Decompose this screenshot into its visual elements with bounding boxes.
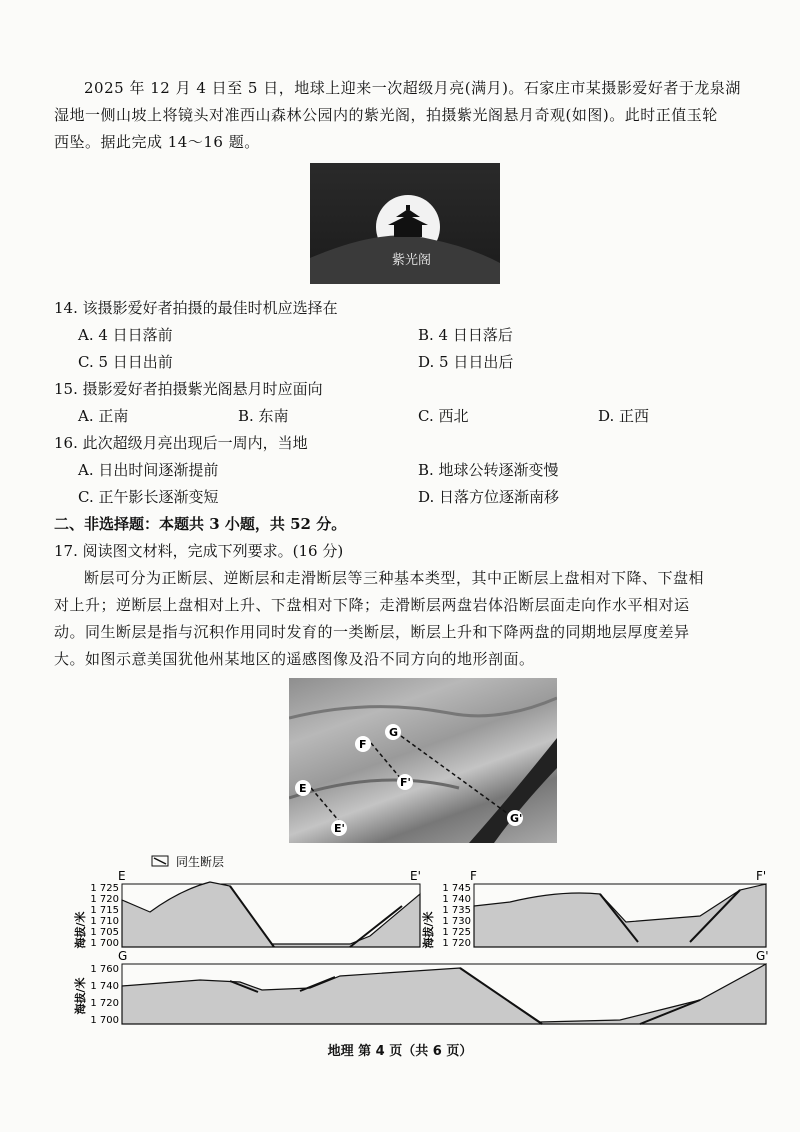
intro-line-1: 2025 年 12 月 4 日至 5 日，地球上迎来一次超级月亮(满月)。石家庄市某摄影爱好者于龙泉湖 bbox=[84, 79, 741, 97]
profile-g-end: G' bbox=[756, 949, 769, 963]
q17-para-3: 动。同生断层是指与沉积作用同时发育的一类断层，断层上升和下降两盘的同期地层厚度差异 bbox=[54, 623, 690, 641]
q16-option-d[interactable]: D. 日落方位逐渐南移 bbox=[418, 488, 560, 506]
sat-label-e-prime: E' bbox=[334, 822, 345, 835]
intro-line-2: 湿地一侧山坡上将镜头对准西山森林公园内的紫光阁，拍摄紫光阁悬月奇观(如图)。此时正值玉轮 bbox=[54, 106, 718, 124]
q15-stem: 15. 摄影爱好者拍摄紫光阁悬月时应面向 bbox=[54, 380, 323, 398]
profile-g bbox=[73, 949, 769, 1026]
sat-label-f-prime: F' bbox=[400, 776, 411, 789]
terrain-streak bbox=[289, 698, 557, 718]
profile-e-end: E' bbox=[410, 869, 421, 883]
fault-symbol-icon bbox=[154, 858, 166, 864]
profile-e-tick: 1 700 bbox=[90, 938, 119, 949]
page-footer: 地理 第 4 页（共 6 页） bbox=[327, 1044, 473, 1059]
intro-line-3: 西坠。据此完成 14～16 题。 bbox=[54, 133, 260, 151]
profile-f-tick: 1 745 bbox=[442, 883, 471, 894]
profile-f-start: F bbox=[470, 869, 477, 883]
q16-option-a[interactable]: A. 日出时间逐渐提前 bbox=[78, 461, 219, 479]
profile-f-tick: 1 725 bbox=[442, 927, 471, 938]
sat-label-g: G bbox=[389, 726, 399, 739]
profile-e-start: E bbox=[118, 869, 126, 883]
q17-para-2: 对上升；逆断层上盘相对上升、下盘相对下降；走滑断层两盘岩体沿断层面走向作水平相对运 bbox=[54, 596, 690, 614]
sat-label-f: F bbox=[359, 738, 367, 751]
q15-option-b[interactable]: B. 东南 bbox=[238, 407, 289, 425]
profile-g-tick: 1 720 bbox=[90, 998, 119, 1009]
q15-option-a[interactable]: A. 正南 bbox=[78, 407, 129, 425]
q14-option-c[interactable]: C. 5 日日出前 bbox=[78, 353, 173, 371]
q17-para-1: 断层可分为正断层、逆断层和走滑断层等三种基本类型，其中正断层上盘相对下降、下盘相 bbox=[84, 569, 705, 587]
moon-photo bbox=[310, 163, 500, 284]
profile-g-tick: 1 700 bbox=[90, 1015, 119, 1026]
dark-ridge bbox=[469, 738, 557, 843]
terrain-profiles bbox=[0, 850, 800, 1030]
section-2-heading: 二、非选择题：本题共 3 小题，共 52 分。 bbox=[54, 515, 347, 533]
q14-option-b[interactable]: B. 4 日日落后 bbox=[418, 326, 513, 344]
q15-option-c[interactable]: C. 西北 bbox=[418, 407, 469, 425]
q17-para-4: 大。如图示意美国犹他州某地区的遥感图像及沿不同方向的地形剖面。 bbox=[54, 650, 535, 668]
profile-e-tick: 1 725 bbox=[90, 883, 119, 894]
q16-option-b[interactable]: B. 地球公转逐渐变慢 bbox=[418, 461, 559, 479]
satellite-drawing bbox=[289, 678, 557, 843]
q14-option-a[interactable]: A. 4 日日落前 bbox=[78, 326, 173, 344]
profile-f bbox=[421, 869, 766, 949]
profile-f-terrain bbox=[474, 884, 766, 947]
profile-e-ylabel: 海拔/米 bbox=[74, 911, 87, 949]
satellite-image bbox=[289, 678, 557, 843]
profile-e-tick: 1 715 bbox=[90, 905, 119, 916]
photo-caption: 紫光阁 bbox=[392, 253, 432, 268]
legend-label: 同生断层 bbox=[176, 855, 225, 869]
profile-f-end: F' bbox=[756, 869, 767, 883]
sat-label-g-prime: G' bbox=[510, 812, 523, 825]
q14-option-d[interactable]: D. 5 日日出后 bbox=[418, 353, 514, 371]
profile-f-tick: 1 740 bbox=[442, 894, 471, 905]
profile-g-ylabel: 海拔/米 bbox=[74, 977, 87, 1015]
profile-g-terrain bbox=[122, 964, 766, 1024]
legend bbox=[152, 854, 224, 869]
profile-e-tick: 1 705 bbox=[90, 927, 119, 938]
q15-option-d[interactable]: D. 正西 bbox=[598, 407, 650, 425]
profile-e-terrain bbox=[122, 882, 420, 947]
profile-e-tick: 1 720 bbox=[90, 894, 119, 905]
profile-e-tick: 1 710 bbox=[90, 916, 119, 927]
q16-stem: 16. 此次超级月亮出现后一周内，当地 bbox=[54, 434, 308, 452]
profile-g-tick: 1 740 bbox=[90, 981, 119, 992]
profile-f-tick: 1 730 bbox=[442, 916, 471, 927]
terrain-streak bbox=[289, 780, 459, 798]
q16-option-c[interactable]: C. 正午影长逐渐变短 bbox=[78, 488, 219, 506]
sat-label-e: E bbox=[299, 782, 307, 795]
profile-g-tick: 1 760 bbox=[90, 964, 119, 975]
q14-stem: 14. 该摄影爱好者拍摄的最佳时机应选择在 bbox=[54, 299, 338, 317]
profile-f-tick: 1 720 bbox=[442, 938, 471, 949]
profile-f-ylabel: 海拔/米 bbox=[422, 911, 435, 949]
profile-e bbox=[73, 869, 421, 949]
section-line-g bbox=[401, 736, 511, 816]
profile-f-tick: 1 735 bbox=[442, 905, 471, 916]
q17-stem: 17. 阅读图文材料，完成下列要求。(16 分) bbox=[54, 542, 344, 560]
profile-g-start: G bbox=[118, 949, 128, 963]
